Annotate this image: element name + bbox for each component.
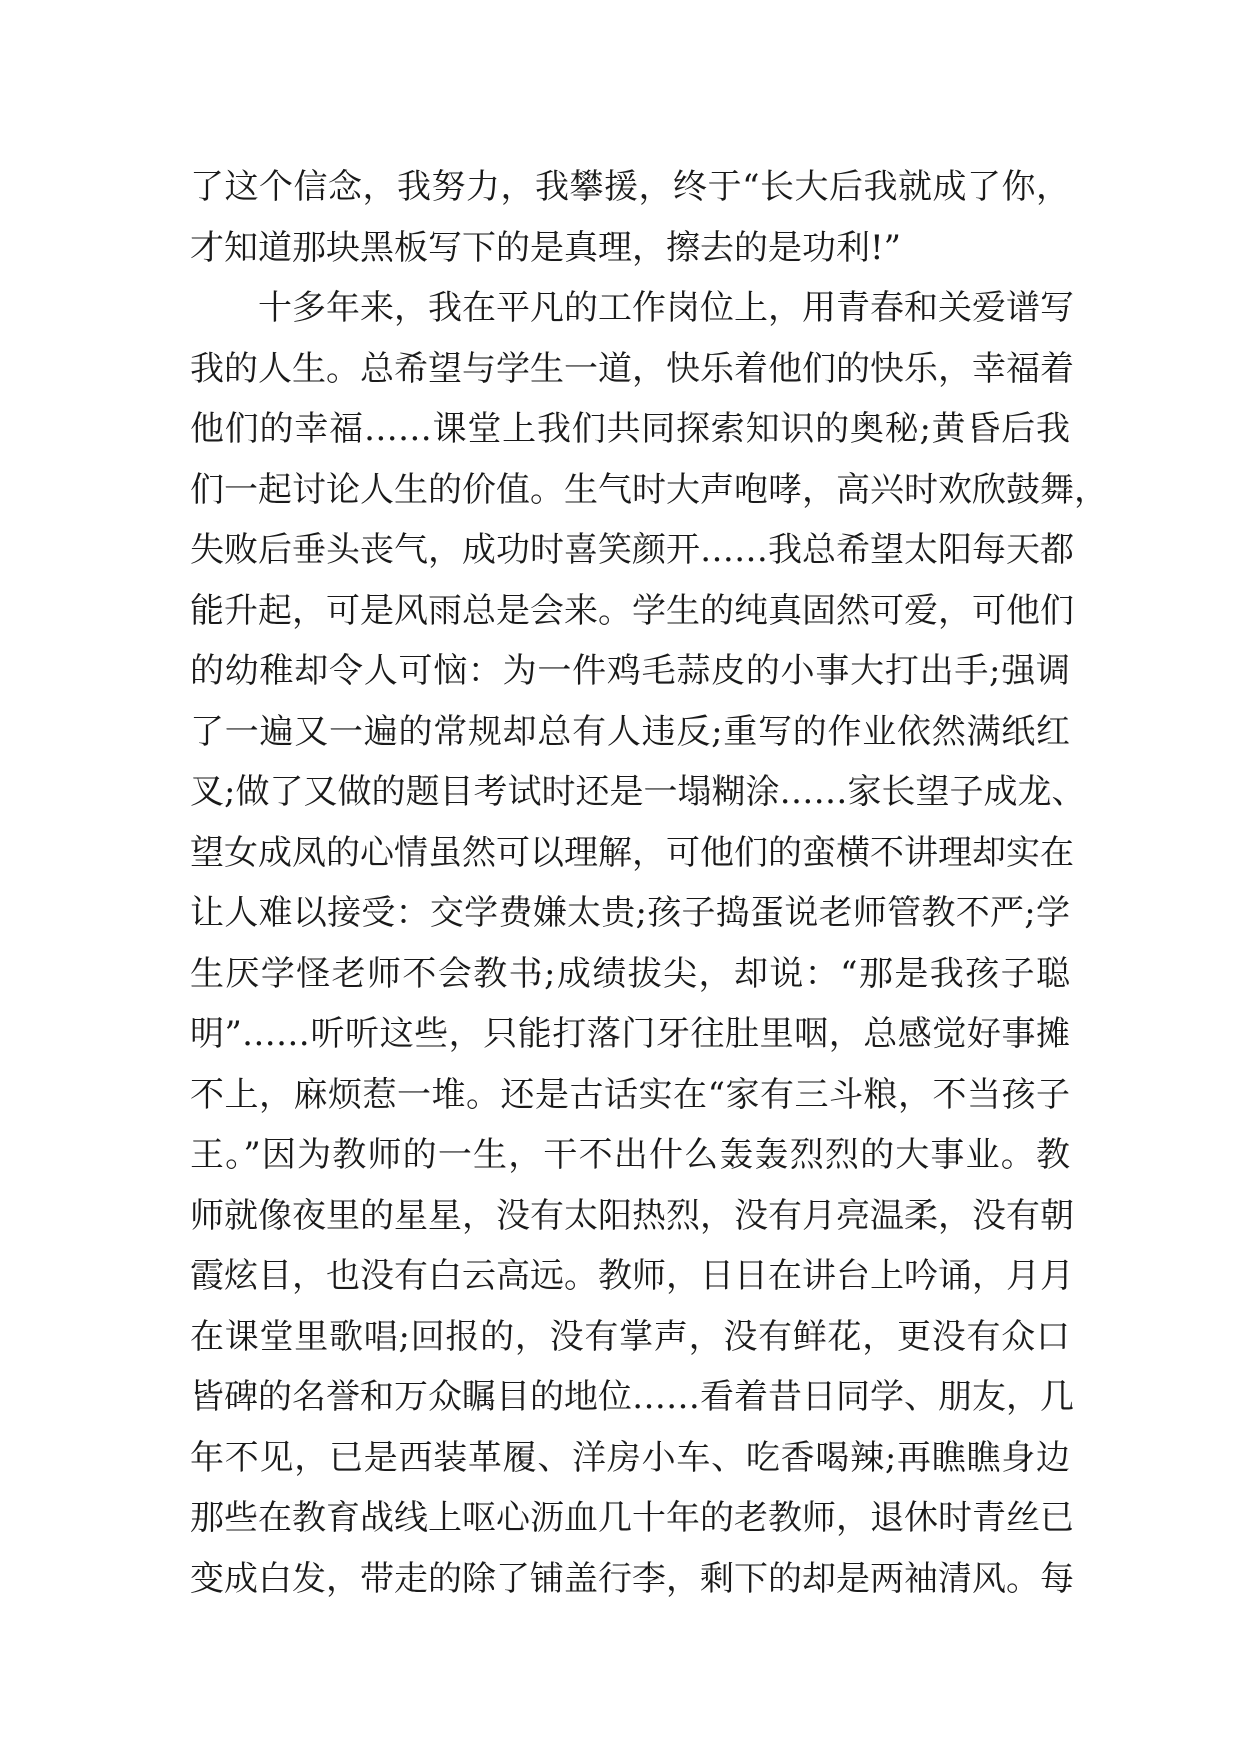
text-line: 生厌学怪老师不会教书;成绩拔尖，却说：“那是我孩子聪 xyxy=(190,953,1070,994)
text-line: 的幼稚却令人可恼：为一件鸡毛蒜皮的小事大打出手;强调 xyxy=(190,651,1070,691)
text-line: 望女成凤的心情虽然可以理解，可他们的蛮横不讲理却实在 xyxy=(190,832,1074,873)
text-line: 他们的幸福……课堂上我们共同探索知识的奥秘;黄昏后我 xyxy=(190,409,1070,449)
text-line: 了一遍又一遍的常规却总有人违反;重写的作业依然满纸红 xyxy=(190,711,1070,752)
text-line: 们一起讨论人生的价值。生气时大声咆哮，高兴时欢欣鼓舞， xyxy=(190,469,1108,510)
text-line: 明”……听听这些，只能打落门牙往肚里咽，总感觉好事摊 xyxy=(190,1014,1070,1054)
paragraph-first-line: 十多年来，我在平凡的工作岗位上，用青春和关爱谱写 xyxy=(258,288,1074,328)
body-text xyxy=(190,157,1108,1609)
text-line: 叉;做了又做的题目考试时还是一塌糊涂……家长望子成龙、 xyxy=(190,772,1086,812)
text-line: 我的人生。总希望与学生一道，快乐着他们的快乐，幸福着 xyxy=(190,348,1074,389)
text-line: 年不见，已是西装革履、洋房小车、吃香喝辣;再瞧瞧身边 xyxy=(190,1437,1070,1478)
text-line: 霞炫目，也没有白云高远。教师，日日在讲台上吟诵，月月 xyxy=(190,1256,1074,1296)
text-line: 了这个信念，我努力，我攀援，终于“长大后我就成了你， xyxy=(190,167,1070,207)
text-line: 师就像夜里的星星，没有太阳热烈，没有月亮温柔，没有朝 xyxy=(190,1195,1074,1236)
text-line: 那些在教育战线上呕心沥血几十年的老教师，退休时青丝已 xyxy=(190,1498,1074,1538)
text-line: 王。”因为教师的一生，干不出什么轰轰烈烈的大事业。教 xyxy=(190,1135,1070,1175)
text-line: 才知道那块黑板写下的是真理，擦去的是功利!” xyxy=(190,227,902,268)
text-line: 变成白发，带走的除了铺盖行李，剩下的却是两袖清风。每 xyxy=(190,1558,1074,1599)
text-line: 能升起，可是风雨总是会来。学生的纯真固然可爱，可他们 xyxy=(190,590,1074,631)
text-line: 失败后垂头丧气，成功时喜笑颜开……我总希望太阳每天都 xyxy=(190,530,1074,570)
text-line: 皆碑的名誉和万众瞩目的地位……看着昔日同学、朋友，几 xyxy=(190,1377,1074,1417)
text-line: 不上，麻烦惹一堆。还是古话实在“家有三斗粮，不当孩子 xyxy=(190,1074,1070,1115)
text-line: 让人难以接受：交学费嫌太贵;孩子捣蛋说老师管教不严;学 xyxy=(190,893,1070,933)
text-line: 在课堂里歌唱;回报的，没有掌声，没有鲜花，更没有众口 xyxy=(190,1316,1071,1357)
